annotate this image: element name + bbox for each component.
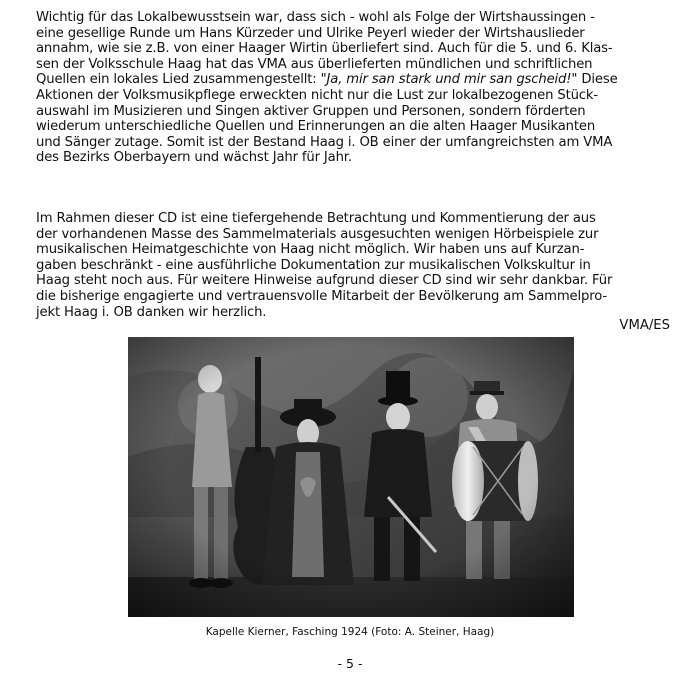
text-line-with-quote bbox=[36, 72, 672, 88]
text-line: Aktionen der Volksmusikpflege erweckten nicht nur die Lust zur lokalbezogenen Stück- bbox=[36, 87, 598, 103]
text-line: gaben beschränkt - eine ausführliche Dokumentation zur musikalischen Volkskultur in bbox=[36, 257, 591, 273]
paragraph-lokalbewusstsein bbox=[36, 10, 672, 166]
photo-caption: Kapelle Kierner, Fasching 1924 (Foto: A. Steiner, Haag) bbox=[205, 626, 495, 638]
historic-band-photo bbox=[128, 337, 574, 617]
text-line: Haag steht noch aus. Für weitere Hinweise aufgrund dieser CD sind wir sehr dankbar. Für bbox=[36, 273, 613, 289]
text-line: sen der Volksschule Haag hat das VMA aus überlieferten mündlichen und schriftlichen bbox=[36, 56, 593, 72]
text-fragment: Quellen ein lokales Lied zusammengestellt: bbox=[36, 72, 317, 88]
text-line: eine gesellige Runde um Hans Kürzeder und Ulrike Peyerl wieder der Wirtshauslieder bbox=[36, 25, 585, 41]
paragraph-cd-hinweise bbox=[36, 211, 672, 320]
text-fragment: Diese bbox=[577, 72, 618, 88]
song-title-quote: "Ja, mir san stark und mir san gscheid!" bbox=[320, 72, 578, 88]
text-line: auswahl im Musizieren und Singen aktiver Gruppen und Personen, sondern förderten bbox=[36, 103, 586, 119]
author-signature: VMA/ES bbox=[619, 318, 670, 333]
text-line: und Sänger zutage. Somit ist der Bestand Haag i. OB einer der umfangreichsten am VMA bbox=[36, 134, 613, 150]
text-line: musikalischen Heimatgeschichte von Haag nicht möglich. Wir haben uns auf Kurzan- bbox=[36, 242, 585, 258]
text-line: jekt Haag i. OB danken wir herzlich. bbox=[36, 304, 267, 320]
text-line: annahm, wie sie z.B. von einer Haager Wirtin überliefert sind. Auch für die 5. und 6. Klas- bbox=[36, 41, 613, 57]
text-line: Im Rahmen dieser CD ist eine tiefergehende Betrachtung und Kommentierung der aus bbox=[36, 211, 596, 226]
text-line: die bisherige engagierte und vertrauensvolle Mitarbeit der Bevölkerung am Sammelpro- bbox=[36, 288, 607, 304]
text-line: des Bezirks Oberbayern und wächst Jahr für Jahr. bbox=[36, 150, 352, 166]
band-photo-illustration bbox=[128, 337, 574, 617]
page-number: - 5 - bbox=[337, 656, 363, 671]
text-line: Wichtig für das Lokalbewusstsein war, dass sich - wohl als Folge der Wirtshaussingen - bbox=[36, 10, 595, 25]
text-line: wiederum unterschiedliche Quellen und Erinnerungen an die alten Haager Musikanten bbox=[36, 119, 596, 135]
text-line: der vorhandenen Masse des Sammelmaterials ausgesuchten wenigen Hörbeispiele zur bbox=[36, 226, 599, 242]
